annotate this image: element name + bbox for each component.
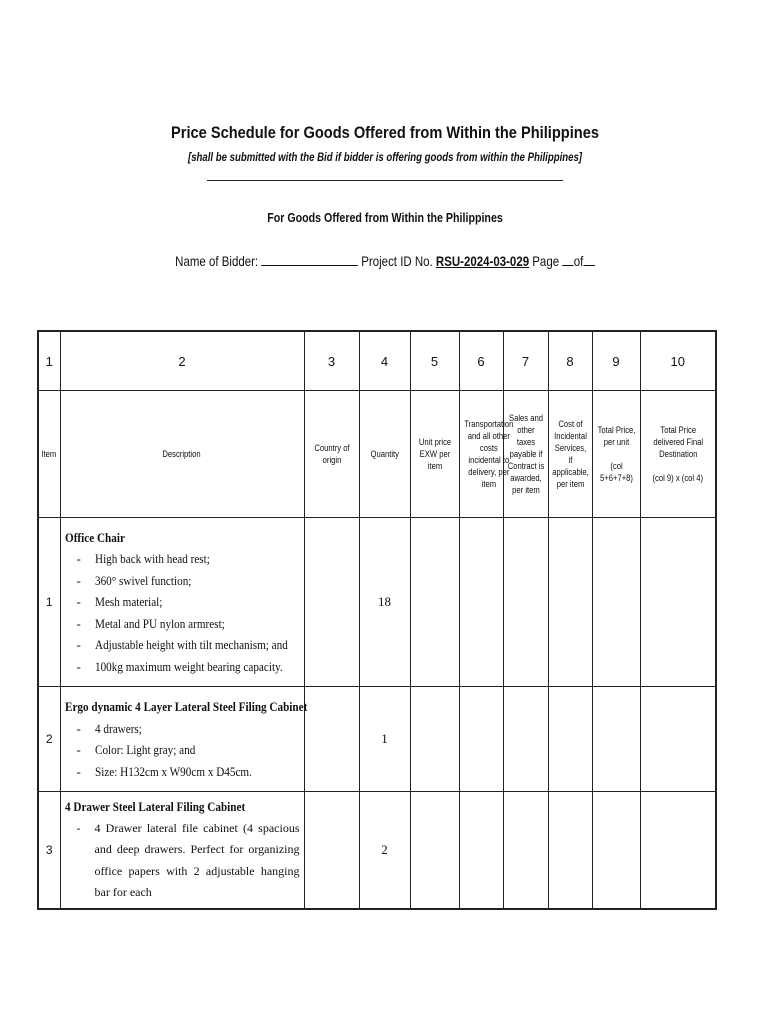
transportation-cost-cell[interactable] xyxy=(459,518,503,687)
spec-list xyxy=(65,548,300,677)
column-header-description: Description xyxy=(60,391,304,518)
section-heading: For Goods Offered from Within the Philippines xyxy=(267,210,503,225)
incidental-cost-cell[interactable] xyxy=(548,792,592,909)
column-number-row xyxy=(38,331,716,391)
incidental-cost-cell[interactable] xyxy=(548,518,592,687)
column-number: 3 xyxy=(304,331,359,391)
column-number: 7 xyxy=(503,331,548,391)
item-name: Ergo dynamic 4 Layer Lateral Steel Filing Cabinet xyxy=(64,699,307,714)
table-row xyxy=(38,687,716,792)
page-subtitle: [shall be submitted with the Bid if bidder is offering goods from within the Philippines] xyxy=(188,150,582,164)
column-number: 2 xyxy=(60,331,304,391)
list-item: - Size: H132cm x W90cm x D45cm. xyxy=(77,761,300,783)
page-total-blank[interactable] xyxy=(583,253,594,266)
column-header-taxes: Sales and other taxes payable if Contract is awarded, per item xyxy=(503,391,548,518)
description-cell xyxy=(60,687,307,792)
list-item: - High back with head rest; xyxy=(77,548,300,570)
page-title: Price Schedule for Goods Offered from Within the Philippines xyxy=(171,123,599,142)
column-number: 6 xyxy=(459,331,503,391)
name-of-bidder-label: Name of Bidder: xyxy=(175,253,259,269)
list-item: - Adjustable height with tilt mechanism; and xyxy=(77,634,300,656)
column-header-transportation: Transportation and all other costs incidental to delivery, per item xyxy=(459,391,503,518)
list-item: - 4 Drawer lateral file cabinet (4 spacious and deep drawers. Perfect for organizing office papers with 2 adjustable hanging bar for each xyxy=(77,818,300,904)
list-item: - 100kg maximum weight bearing capacity. xyxy=(77,656,300,678)
taxes-cell[interactable] xyxy=(503,518,548,687)
column-header-item: Item xyxy=(38,391,60,518)
item-name: 4 Drawer Steel Lateral Filing Cabinet xyxy=(64,799,245,814)
column-header-total-delivered: Total Price delivered Final Destination (col 9) x (col 4) xyxy=(640,391,716,518)
table-row xyxy=(38,518,716,687)
list-item: - 4 drawers; xyxy=(77,718,300,740)
spec-list xyxy=(65,818,300,904)
page-label: Page xyxy=(532,253,560,269)
total-price-unit-cell[interactable] xyxy=(592,518,640,687)
divider xyxy=(207,180,563,181)
item-number: 2 xyxy=(38,687,60,792)
unit-price-cell[interactable] xyxy=(410,687,459,792)
total-price-delivered-cell[interactable] xyxy=(640,792,716,909)
unit-price-cell[interactable] xyxy=(410,518,459,687)
item-number: 1 xyxy=(38,518,60,687)
total-price-delivered-cell[interactable] xyxy=(640,518,716,687)
list-item: - Mesh material; xyxy=(77,591,300,613)
total-price-delivered-cell[interactable] xyxy=(640,687,716,792)
column-header-incidental: Cost of Incidental Services, if applicable, per item xyxy=(548,391,592,518)
description-cell xyxy=(60,792,304,909)
column-header-row xyxy=(38,391,716,518)
item-name: Office Chair xyxy=(64,529,125,545)
quantity-cell: 1 xyxy=(359,687,410,792)
country-of-origin-cell[interactable] xyxy=(304,792,359,909)
column-number: 9 xyxy=(592,331,640,391)
incidental-cost-cell[interactable] xyxy=(548,687,592,792)
column-number: 1 xyxy=(38,331,60,391)
project-id-label: Project ID No. xyxy=(361,253,433,269)
list-item: - Color: Light gray; and xyxy=(77,739,300,761)
column-header-total-unit: Total Price, per unit (col 5+6+7+8) xyxy=(592,391,640,518)
taxes-cell[interactable] xyxy=(503,687,548,792)
project-id-value: RSU-2024-03-029 xyxy=(435,253,530,269)
page-number-blank[interactable] xyxy=(562,253,573,266)
list-item: - Metal and PU nylon armrest; xyxy=(77,613,300,635)
of-label: of xyxy=(573,253,584,269)
total-price-unit-cell[interactable] xyxy=(592,792,640,909)
taxes-cell[interactable] xyxy=(503,792,548,909)
column-number: 4 xyxy=(359,331,410,391)
price-schedule-table xyxy=(37,330,717,910)
column-header-unit-price: Unit price EXW per item xyxy=(410,391,459,518)
unit-price-cell[interactable] xyxy=(410,792,459,909)
column-header-country: Country of origin xyxy=(304,391,359,518)
list-item: - 360° swivel function; xyxy=(77,570,300,592)
bidder-name-blank[interactable] xyxy=(261,253,358,266)
quantity-cell: 2 xyxy=(359,792,410,909)
column-number: 10 xyxy=(640,331,716,391)
total-price-unit-cell[interactable] xyxy=(592,687,640,792)
column-number: 5 xyxy=(410,331,459,391)
table-row xyxy=(38,792,716,909)
transportation-cost-cell[interactable] xyxy=(459,792,503,909)
bidder-info-line xyxy=(69,253,700,269)
country-of-origin-cell[interactable] xyxy=(304,687,359,792)
spec-list xyxy=(65,718,300,783)
transportation-cost-cell[interactable] xyxy=(459,687,503,792)
column-header-quantity: Quantity xyxy=(359,391,410,518)
item-number: 3 xyxy=(38,792,60,909)
quantity-cell: 18 xyxy=(359,518,410,687)
description-cell xyxy=(60,518,304,687)
column-number: 8 xyxy=(548,331,592,391)
